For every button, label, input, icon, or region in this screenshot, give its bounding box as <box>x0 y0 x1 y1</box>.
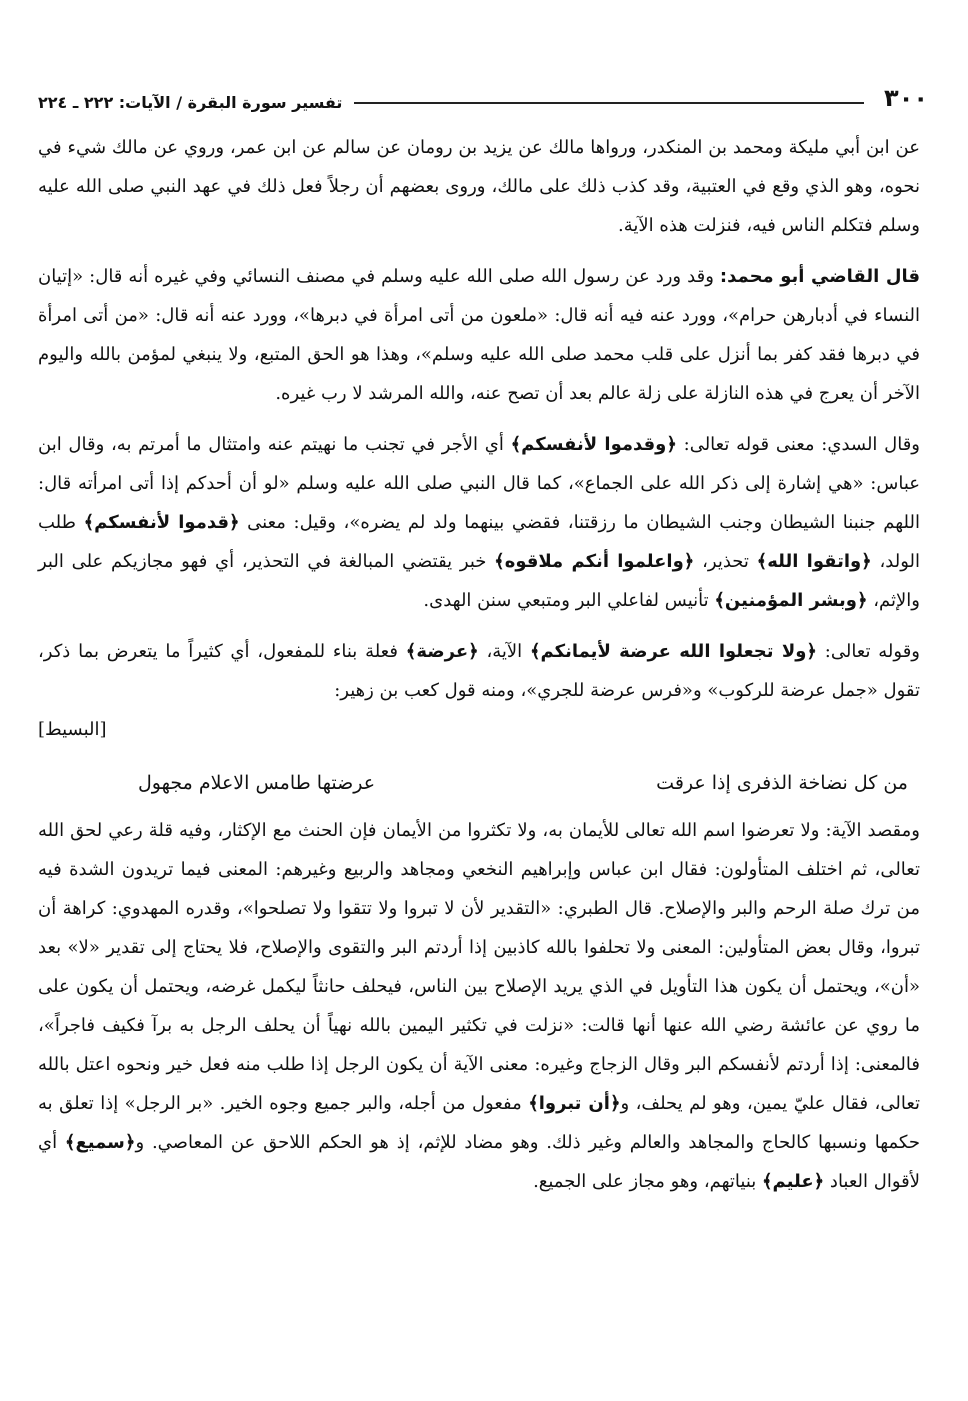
text-run: وقال السدي: معنى قوله تعالى: <box>676 434 920 455</box>
poetic-meter-label: [البسيط] <box>38 719 107 740</box>
speaker-lead: قال القاضي أبو محمد: <box>719 266 920 287</box>
text-run: الآية، <box>478 641 530 662</box>
running-header <box>38 82 928 112</box>
verse-second-hemistich: عرضتها طامس الاعلام مجهول <box>138 772 376 794</box>
text-run: خبر يقتضي المبالغة في التحذير، أي فهو مجازيكم على البر والإثم، <box>38 551 920 611</box>
quran-quote: ﴿وقدموا لأنفسكم﴾ <box>510 434 677 455</box>
quran-quote: ﴿سميع﴾ <box>64 1132 136 1153</box>
paragraph-text: عن ابن أبي مليكة ومحمد بن المنكدر، ورواها مالك عن يزيد بن رومان عن سالم عن ابن عمر، وروي عن مالك شيء في نحوه، وهو الذي وقع في العتبية، وقد كذب ذلك على مالك، وروى بعضهم أن رجلاً فعل ذلك في عهد النبي صلى الله عليه وسلم فتكلم الناس فيه، فنزلت هذه الآية. <box>38 137 920 236</box>
quran-quote: ﴿وبشر المؤمنين﴾ <box>714 590 868 611</box>
text-run: فعلة بناء للمفعول، أي كثيراً ما يتعرض بما ذكر، تقول «جمل عرضة للركوب» و«فرس عرضة للجري»، ومنه قول كعب بن زهير: <box>38 641 920 701</box>
quran-quote: ﴿عرضة﴾ <box>405 641 479 662</box>
paragraph-3 <box>38 425 920 620</box>
text-run: وقوله تعالى: <box>816 641 921 662</box>
text-run: أي الأجر في تجنب ما نهيتم عنه وامتثال ما أمرتم به، وقال ابن عباس: «هي إشارة إلى ذكر الله على الجماع»، كما قال النبي صلى الله عليه وسلم «لو أن أحدكم إذا أتى امرأته قال: اللهم جنبنا الشيطان وجنب الشيطان ما رزقتنا، فقضي بينهما ولد لم يضره»، وقيل: معنى <box>38 434 920 533</box>
quran-quote: ﴿قدموا لأنفسكم﴾ <box>83 512 240 533</box>
quran-quote: ﴿أن تبروا﴾ <box>528 1093 621 1114</box>
text-run: ومقصد الآية: ولا تعرضوا اسم الله تعالى للأيمان به، ولا تكثروا من الأيمان فإن الحنث مع الإكثار، وفيه قلة رعي لحق الله تعالى، ثم اختلف المتأولون: فقال ابن عباس وإبراهيم النخعي ومجاهد والربيع وغيرهم: المعنى فيما تريدون الشدة فيه من ترك صلة الرحم والبر والإصلاح. قال الطبري: «التقدير لأن لا تبروا ولا تتقوا ولا تصلحوا»، وقدره المهدوي: كراهة أن تبروا، وقال بعض المتأولين: المعنى ولا تحلفوا بالله كاذبين إذا أردتم البر والتقوى والإصلاح، فلا يحتاج إلى تقدير «لا» بعد «أن»، ويحتمل أن يكون هذا التأويل في الذي يريد الإصلاح بين الناس، فيحلف حانثاً ليكمل غرضه، ويحتمل أن يكون على ما روي عن عائشة رضي الله عنها أنها قالت: «نزلت في تكثير اليمين بالله نهياً أن يحلف الرجل به برآ فكيف فاجراً»، فالمعنى: إذا أردتم لأنفسكم البر وقال الزجاج وغيره: معنى الآية أن يكون الرجل إذا طلب منه فعل خير ونحوه اعتل بالله تعالى، فقال عليّ يمين، وهو لم يحلف، و <box>38 820 921 1114</box>
quran-quote: ﴿واعلموا أنكم ملاقوه﴾ <box>494 551 695 572</box>
text-run: تأنيس لفاعلي البر ومتبعي سنن الهدى. <box>423 590 715 611</box>
text-run: أي لأقوال العباد <box>38 1132 920 1192</box>
header-rule <box>354 102 864 104</box>
text-run: مفعول من أجله، والبر جميع وجوه الخير. «بر الرجل» إذا تعلق به حكمها ونسبها كالحاج والمجاهد والعالم وغير ذلك. وهو مضاد للإثم، إذ هو الحكم اللاحق عن المعاصي. و <box>38 1093 921 1153</box>
paragraph-text: وقد ورد عن رسول الله صلى الله عليه وسلم في مصنف النسائي وفي غيره أنه قال: «إتيان النساء في أدبارهن حرام»، وورد عنه فيه أنه قال: «ملعون من أتى امرأة في دبرها»، وورد عنه أنه قال: «من أتى امرأة في دبرها فقد كفر بما أنزل على قلب محمد صلى الله عليه وسلم»، وهذا هو الحق المتبع، ولا ينبغي لمؤمن بالله واليوم الآخر أن يعرج في هذه النازلة على زلة عالم بعد أن تصح عنه، والله المرشد لا رب غيره. <box>38 266 920 404</box>
paragraph-1 <box>38 128 920 245</box>
running-title: تفسير سورة البقرة / الآيات: ٢٢٢ ـ ٢٢٤ <box>38 93 343 112</box>
text-run: طلب الولد، <box>38 512 920 572</box>
text-run: بنياتهم، وهو مجاز على الجميع. <box>533 1171 762 1192</box>
quran-quote: ﴿عليم﴾ <box>762 1171 825 1192</box>
quran-quote: ﴿واتقوا الله﴾ <box>756 551 872 572</box>
quran-quote: ﴿ولا تجعلوا الله عرضة لأيمانكم﴾ <box>529 641 817 662</box>
poetry-verse <box>138 765 908 801</box>
text-run: تحذير، <box>694 551 757 572</box>
paragraph-2 <box>38 257 920 413</box>
paragraph-4 <box>38 632 920 710</box>
page-number: ٣٠٠ <box>884 84 928 112</box>
body-text <box>38 128 920 1201</box>
paragraph-5 <box>38 811 920 1201</box>
verse-first-hemistich: من كل نضاخة الذفرى إذا عرقت <box>656 772 908 794</box>
